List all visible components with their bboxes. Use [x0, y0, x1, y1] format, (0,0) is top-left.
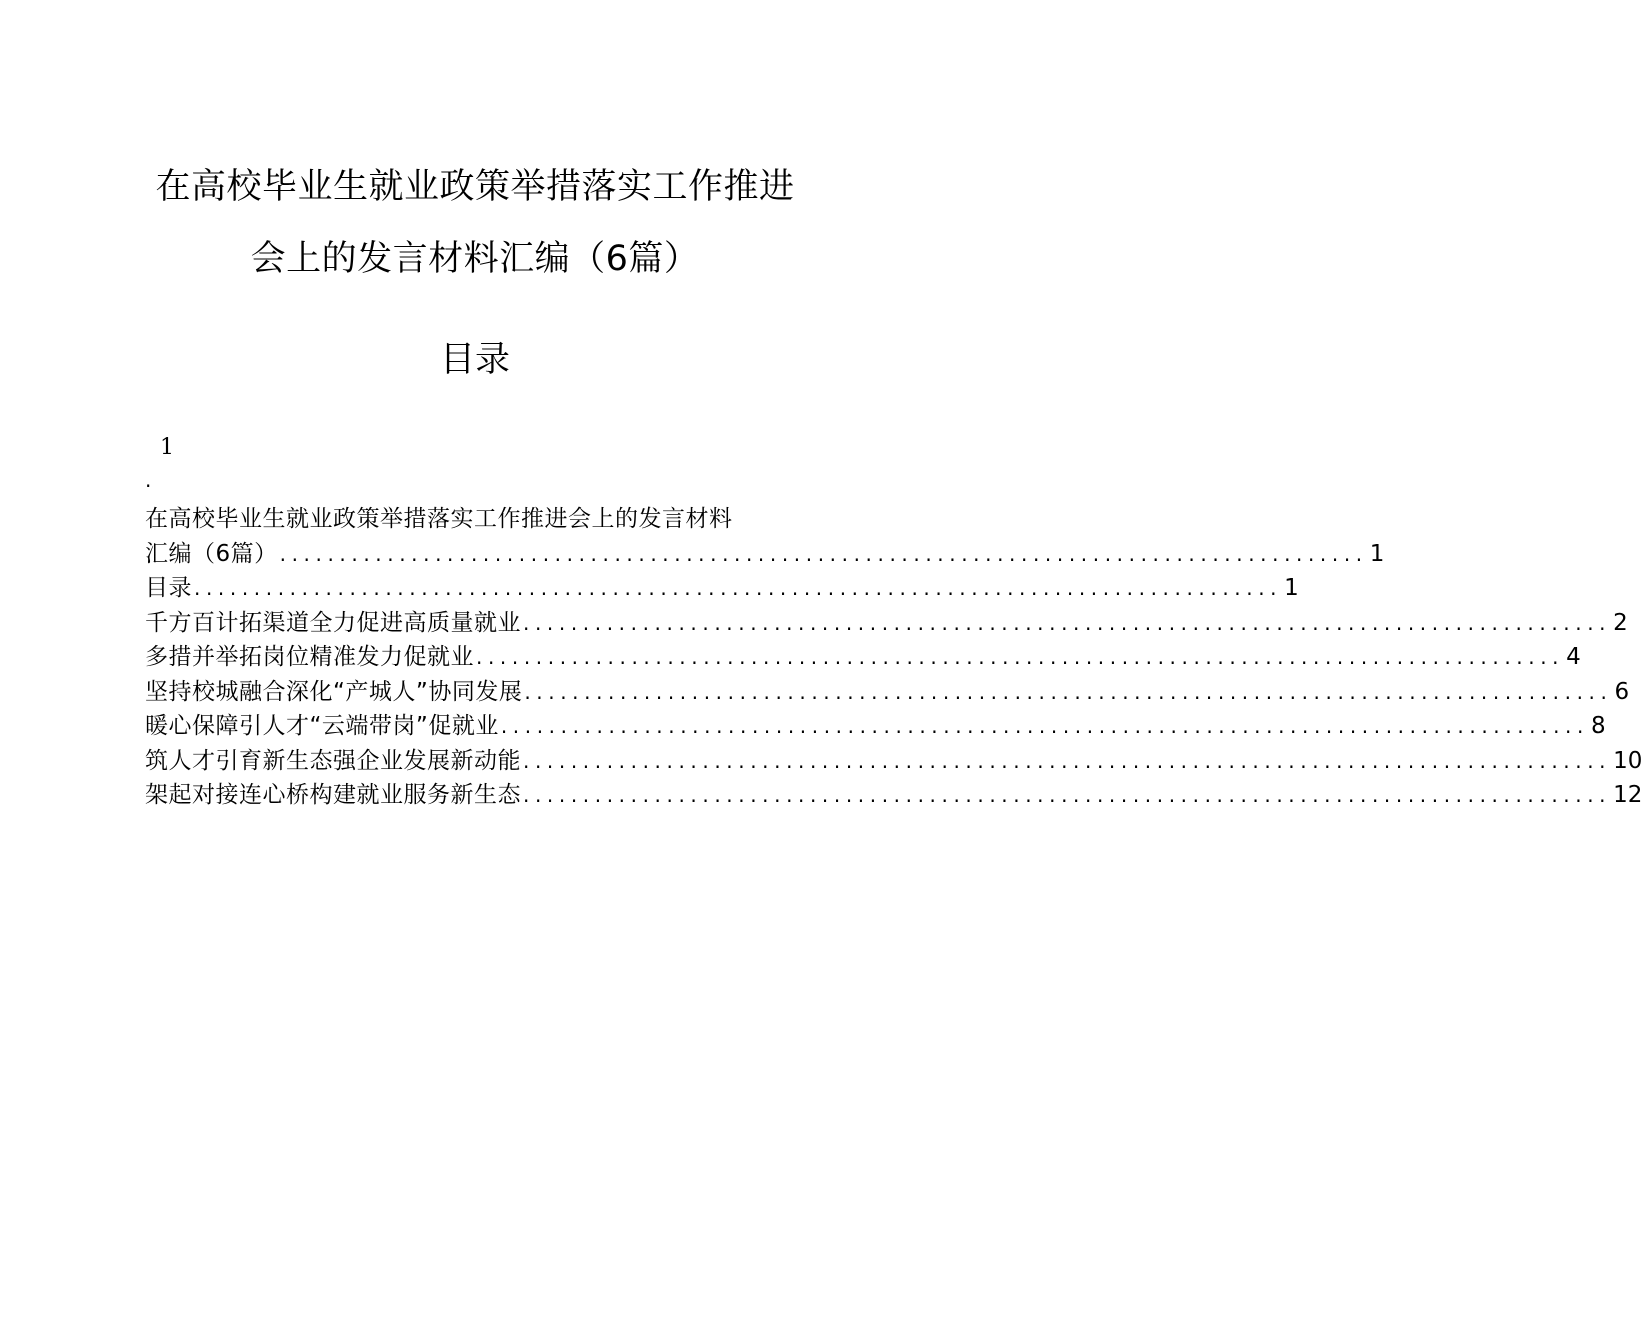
dot-leader: ........................................................................................... — [523, 748, 1612, 773]
toc-entry[interactable] — [145, 709, 1606, 744]
dot-leader: ........................................................................................... — [279, 541, 1368, 566]
toc-entry-title: 筑人才引育新生态强企业发展新动能 — [145, 747, 521, 774]
dot-leader: ........................................................................................... — [524, 679, 1613, 704]
toc-entry-page: 4 — [1566, 644, 1581, 670]
toc-entry-page: 8 — [1590, 713, 1606, 739]
toc-entry-first-line1[interactable]: 在高校毕业生就业政策举措落实工作推进会上的发言材料 — [145, 506, 733, 532]
toc-entry-page: 2 — [1613, 609, 1628, 636]
toc-entry[interactable] — [145, 675, 1630, 710]
toc-entry-title: 架起对接连心桥构建就业服务新生态 — [145, 782, 521, 808]
toc-entry-page: 1 — [1284, 575, 1299, 601]
toc-entry[interactable] — [145, 640, 1581, 675]
toc-heading: 目录 — [439, 340, 510, 380]
dot-leader: ........................................................................................... — [523, 610, 1612, 635]
toc-entry[interactable] — [145, 571, 1299, 606]
toc-entry-page: 1 — [1369, 540, 1385, 567]
toc-entry[interactable] — [145, 606, 1628, 641]
dot-leader: ........................................................................................... — [476, 645, 1565, 669]
toc-entry-first[interactable] — [145, 537, 1385, 572]
toc-entry-page: 10 — [1613, 747, 1642, 774]
toc-entry[interactable] — [145, 778, 1642, 813]
document-title-line-1: 在高校毕业生就业政策举措落实工作推进 — [155, 167, 795, 207]
toc-entry-title: 多措并举拓岗位精准发力促就业 — [145, 644, 474, 670]
toc-entry-title: 坚持校城融合深化“产城人”协同发展 — [145, 678, 523, 705]
table-of-contents — [145, 502, 1642, 813]
document-title-line-2: 会上的发言材料汇编（6篇） — [250, 239, 700, 279]
list-dot: . — [145, 468, 152, 492]
toc-entry[interactable] — [145, 744, 1642, 779]
toc-entry-title: 汇编（6篇） — [145, 540, 278, 567]
toc-entry-page: 6 — [1614, 678, 1630, 705]
list-number: 1 — [160, 435, 174, 460]
dot-leader: ........................................................................................... — [500, 714, 1589, 738]
toc-entry-title: 千方百计拓渠道全力促进高质量就业 — [145, 609, 521, 636]
dot-leader: ........................................................................................... — [194, 576, 1283, 600]
toc-entry-page: 12 — [1613, 782, 1642, 808]
toc-entry-title: 目录 — [145, 575, 192, 601]
toc-entry-title: 暖心保障引人才“云端带岗”促就业 — [145, 713, 499, 739]
dot-leader: ........................................................................................... — [523, 783, 1612, 807]
